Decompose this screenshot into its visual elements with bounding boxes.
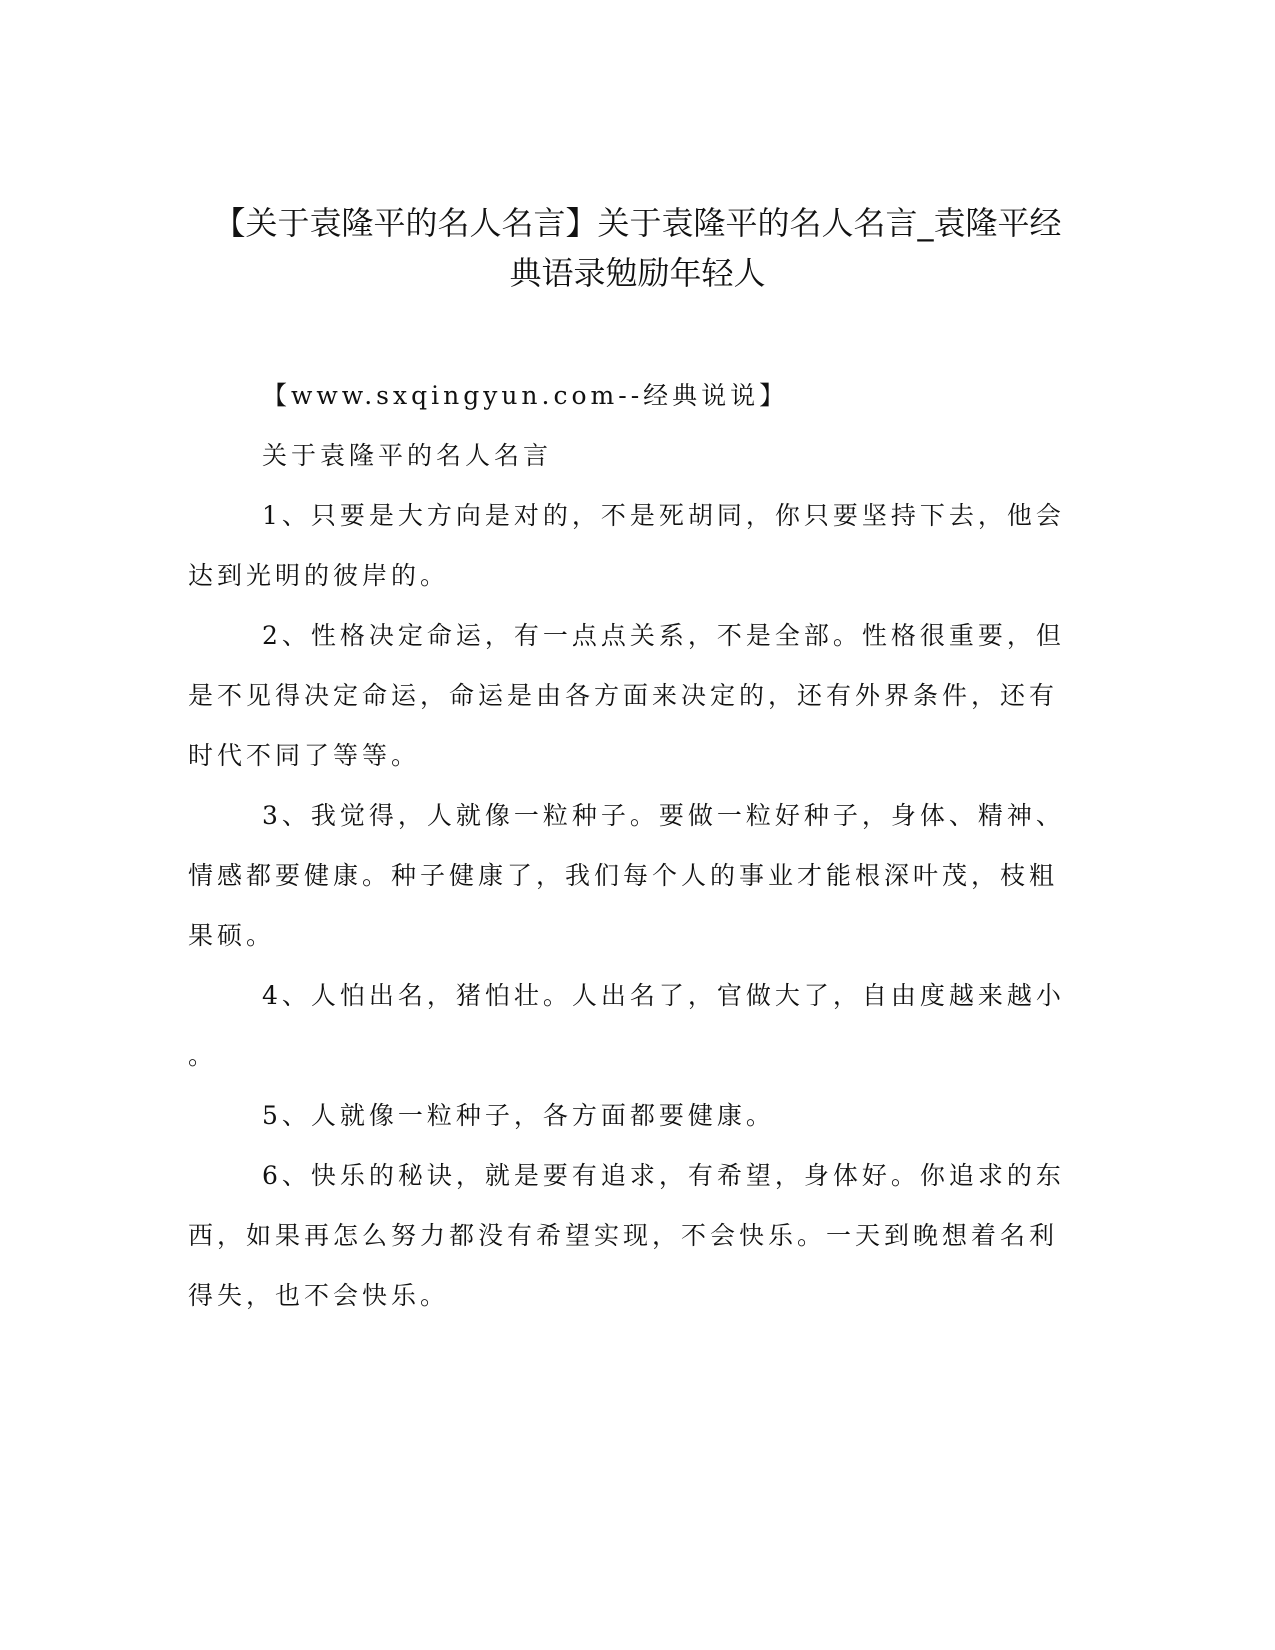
quote-line: 达到光明的彼岸的。 [188, 561, 450, 590]
quote-line: 情感都要健康。种子健康了，我们每个人的事业才能根深叶茂，枝粗 [188, 861, 1059, 890]
quote-line: 果硕。 [188, 921, 276, 950]
heading-paragraph [188, 426, 1068, 486]
title-line: 【关于袁隆平的名人名言】关于袁隆平的名人名言_袁隆平经 [213, 204, 1062, 242]
quote-6 [188, 1146, 1068, 1326]
quote-line: 西，如果再怎么努力都没有希望实现，不会快乐。一天到晚想着名利 [188, 1221, 1059, 1250]
quote-line: 6、快乐的秘诀，就是要有追求，有希望，身体好。你追求的东 [262, 1161, 1065, 1190]
quote-4 [188, 966, 1068, 1086]
document-body [188, 366, 1068, 1326]
source-tag: 【www.sxqingyun.com--经典说说】 [262, 381, 789, 410]
quote-line: 4、人怕出名，猪怕壮。人出名了，官做大了，自由度越来越小 [262, 981, 1065, 1010]
section-heading: 关于袁隆平的名人名言 [262, 441, 553, 470]
quote-line: 1、只要是大方向是对的，不是死胡同，你只要坚持下去，他会 [262, 501, 1065, 530]
quote-line: 是不见得决定命运，命运是由各方面来决定的，还有外界条件，还有 [188, 681, 1059, 710]
document-title [180, 198, 1095, 298]
quote-line: 5、人就像一粒种子，各方面都要健康。 [262, 1101, 775, 1130]
quote-line: 2、性格决定命运，有一点点关系，不是全部。性格很重要，但 [262, 621, 1065, 650]
quote-1 [188, 486, 1068, 606]
title-line: 典语录勉励年轻人 [509, 254, 766, 292]
quote-2 [188, 606, 1068, 786]
quote-3 [188, 786, 1068, 966]
quote-line: 时代不同了等等。 [188, 741, 421, 770]
source-tag-paragraph [188, 366, 1068, 426]
quote-line: 。 [188, 1041, 218, 1070]
quote-5 [188, 1086, 1068, 1146]
quote-line: 得失，也不会快乐。 [188, 1281, 450, 1310]
quote-line: 3、我觉得，人就像一粒种子。要做一粒好种子，身体、精神、 [262, 801, 1065, 830]
